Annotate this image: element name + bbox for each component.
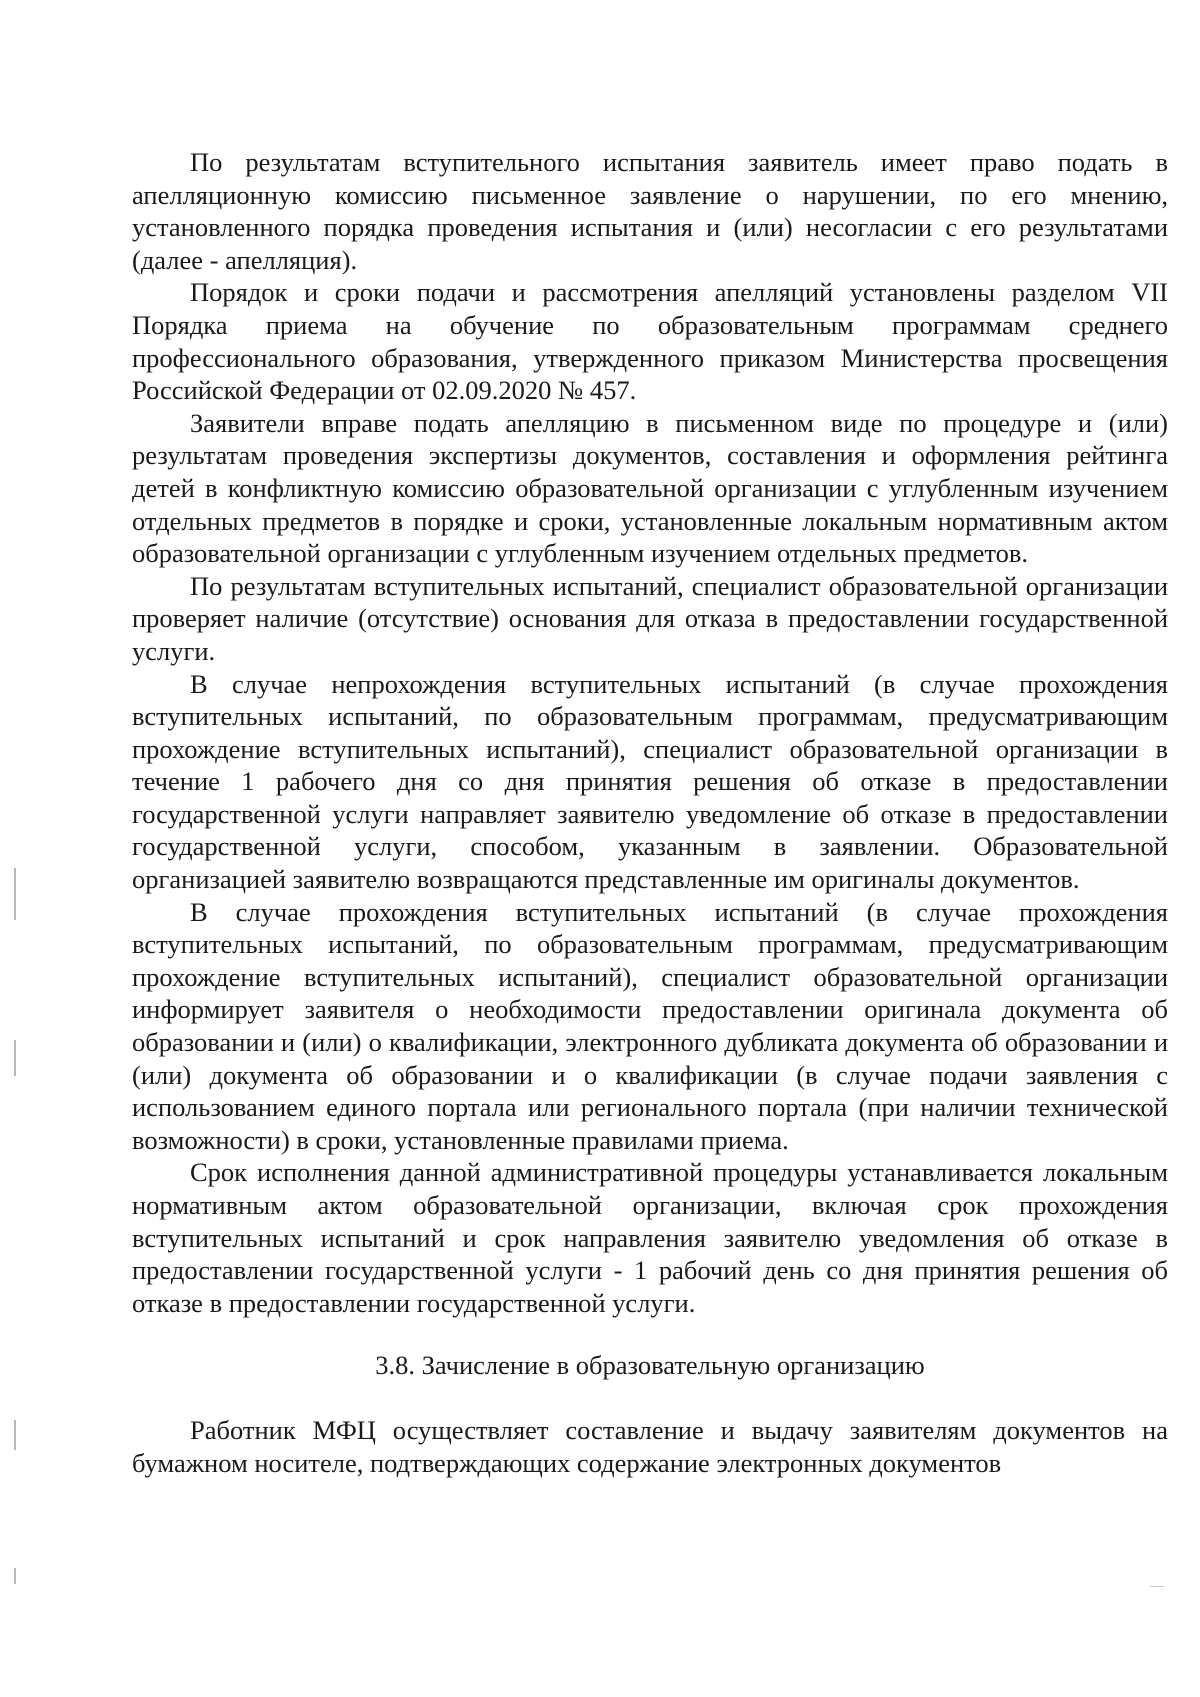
scan-artifact-dot [1150, 1586, 1164, 1587]
document-body [132, 146, 1168, 1479]
paragraph: Срок исполнения данной административной процедуры устанавливается локальным нормативным актом образовательной организации, включая срок прохождения вступительных испытаний и срок направления заявителю уведомления об отказе в предоставлении государственной услуги - 1 рабочий день со дня принятия решения об отказе в предоставлении государственной услуги. [132, 1157, 1168, 1318]
scan-artifact-mark [14, 1568, 16, 1584]
paragraph: Работник МФЦ осуществляет составление и выдачу заявителям документов на бумажном носителе, подтверждающих содержание электронных документов [132, 1414, 1168, 1478]
section-heading: 3.8. Зачисление в образовательную организацию [375, 1350, 925, 1381]
paragraph: Порядок и сроки подачи и рассмотрения апелляций установлены разделом VII Порядка приема на обучение по образовательным программам среднего профессионального образования, утвержденного приказом Министерства просвещения Российской Федерации от 02.09.2020 № 457. [132, 277, 1168, 406]
paragraph: В случае прохождения вступительных испытаний (в случае прохождения вступительных испытаний, по образовательным программам, предусматривающим прохождение вступительных испытаний), специалист образовательной организации информирует заявителя о необходимости предоставлении оригинала документа об образовании и (или) о квалификации, электронного дубликата документа об образовании и (или) документа об образовании и о квалификации (в случае подачи заявления с использованием единого портала или регионального портала (при наличии технической возможности) в сроки, установленные правилами приема. [132, 896, 1168, 1155]
paragraph: По результатам вступительного испытания заявитель имеет право подать в апелляционную комиссию письменное заявление о нарушении, по его мнению, установленного порядка проведения испытания и (или) несогласии с его результатами (далее - апелляция). [132, 147, 1168, 275]
scan-artifact-mark [14, 868, 16, 920]
paragraph: По результатам вступительных испытаний, специалист образовательной организации проверяет наличие (отсутствие) основания для отказа в предоставлении государственной услуги. [132, 570, 1168, 666]
scan-artifact-mark [14, 1040, 16, 1076]
paragraph: В случае непрохождения вступительных испытаний (в случае прохождения вступительных испытаний, по образовательным программам, предусматривающим прохождение вступительных испытаний), специалист образовательной организации в течение 1 рабочего дня со дня принятия решения об отказе в предоставлении государственной услуги направляет заявителю уведомление об отказе в предоставлении государственной услуги, способом, указанным в заявлении. Образовательной организацией заявителю возвращаются представленные им оригиналы документов. [132, 668, 1168, 895]
scan-artifact-mark [14, 1420, 16, 1450]
paragraph: Заявители вправе подать апелляцию в письменном виде по процедуре и (или) результатам проведения экспертизы документов, составления и оформления рейтинга детей в конфликтную комиссию образовательной организации с углубленным изучением отдельных предметов в порядке и сроки, установленные локальным нормативным актом образовательной организации с углубленным изучением отдельных предметов. [132, 407, 1168, 569]
